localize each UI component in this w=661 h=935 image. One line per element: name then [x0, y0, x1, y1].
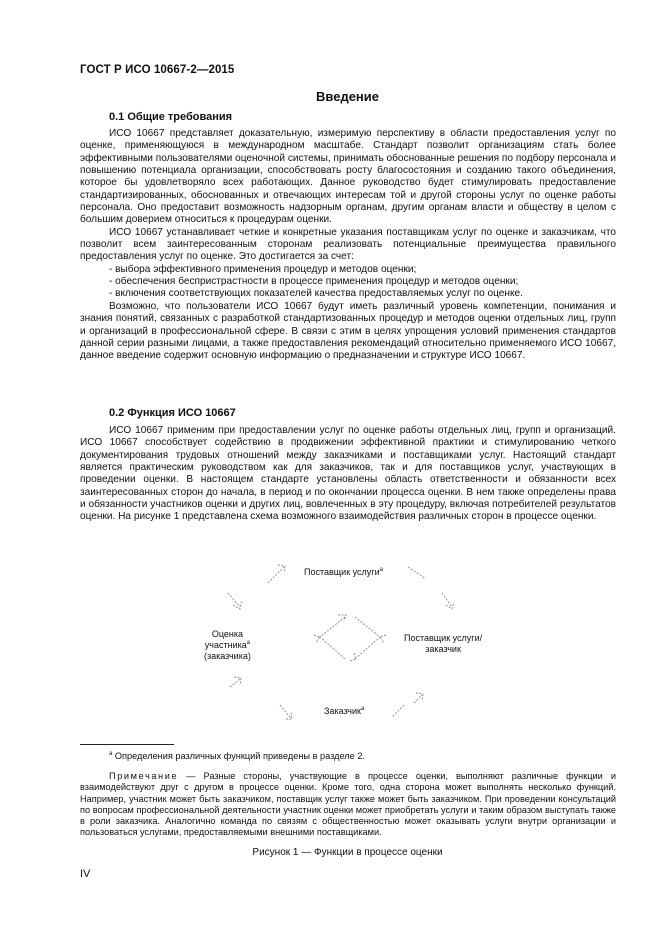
footnote: [80, 751, 616, 762]
footnote-divider: [80, 744, 174, 745]
arrow-right-lower: [414, 695, 422, 703]
figure-note: [80, 771, 616, 839]
arrow-top-right: [408, 567, 426, 579]
diagram-node-customer: Заказчик$^а$: [324, 706, 365, 716]
functions-diagram: [190, 555, 530, 735]
arrow-right-upper: [442, 593, 452, 607]
arrow-bottom-left: [280, 705, 290, 717]
list-item: - включения соответствующих показателей качества предоставляемых услуг по оценке.: [109, 288, 523, 300]
note-label: Примечание: [109, 771, 179, 781]
arrow-head: [446, 602, 454, 609]
inner-arrow-right: [355, 617, 380, 659]
figure-caption: Рисунок 1 — Функции в процессе оценки: [252, 847, 443, 858]
arrow-top-left: [268, 567, 284, 583]
paragraph: ИСО 10667 устанавливает четкие и конкретные указания поставщикам услуг по оценке и заказчикам, что позволит всем заинтересованным сторонам реализовать потенциальные преимущества правильного предоставления услуг по оценке. Это достигается за счет:: [80, 226, 616, 263]
list-item: - обеспечения беспристрастности в процессе применения процедур и методов оценки;: [109, 276, 519, 288]
list-item: - выбора эффективного применения процедур и методов оценки;: [109, 263, 417, 275]
section-general-body: [80, 128, 616, 363]
arrow-head: [314, 635, 320, 643]
page-number: IV: [80, 868, 91, 880]
arrow-left-upper: [228, 593, 240, 607]
arrow-bottom-right: [392, 705, 404, 717]
paragraph: ИСО 10667 применим при предоставлении услуг по оценке работы отдельных лиц, групп и организаций. ИСО 10667 способствует содействию в продвижении эффективной практики и стимулированию четкого документирования трудовых отношений между заказчиками и поставщиками услуг. Настоящий стандарт является практическим руководством как для заказчиков, так и для поставщиков услуг, участвующих в проведении оценки. В настоящем стандарте установлены область ответственности и обязанности всех заинтересованных сторон до начала, в период и по окончании процесса оценки. В нем также определены права и обязанности участников оценки и других лиц, вовлеченных в эту процедуру, включая потребителей результатов оценки. На рисунке 1 представлена схема возможного взаимодействия различных сторон в процессе оценки.: [80, 425, 616, 523]
paragraph: ИСО 10667 представляет доказательную, измеримую перспективу в области предоставления услуг по оценке, применяющуюся в международном масштабе. Стандарт позволит организациям стать более эффективными пользователями оценочной системы, принимать обоснованные решения по подбору персонала и повышению потенциала организации, способствовать росту благосостояния и созданию такого объединения, которое бы удовлетворяло всех работающих. Данное руководство будет стимулировать предоставление стандартизированных, обоснованных и отвечающих интересам той и другой стороны услуг по оценке работы персонала. Оно предоставит возможность надзорным органам, другим органам власти и обществу в целом с большим доверием относиться к процедурам оценки.: [80, 128, 616, 226]
arrow-head: [234, 677, 241, 685]
section-heading-general: 0.1 Общие требования: [109, 111, 233, 123]
arrow-head: [338, 615, 346, 621]
arrow-left-lower: [230, 679, 240, 687]
page-title: Введение: [316, 89, 379, 104]
diagram-node-provider: Поставщик услуги$^а$: [304, 567, 383, 577]
note-text: — Разные стороны, участвующие в процессе оценки, выполняют различные функции и взаимодействуют друг с другом в процессе оценки. Кроме того, одна сторона может выполнять несколько функций. Например, участник может быть заказчиком, поставщик услуг также может быть заказчиком. При проведении консультаций по вопросам профессиональной деятельности участник оценки может приобретать услуги и таким образом выступать также в роли заказчика. Аналогично команда по связям с общественностью может оказывать услуги внутри организации и пользоваться услугами, предоставляемыми внешними поставщиками.: [80, 771, 616, 838]
standard-designation: ГОСТ Р ИСО 10667-2—2015: [80, 64, 235, 76]
diagram-node-participant: Оценка участника$^а$ (заказчика): [204, 629, 251, 661]
section-heading-function: 0.2 Функция ИСО 10667: [109, 407, 236, 419]
footnote-mark: а: [109, 750, 113, 757]
arrow-head: [350, 653, 356, 661]
arrow-head: [233, 601, 242, 609]
inner-arrow-left: [320, 617, 345, 659]
paragraph: Возможно, что пользователи ИСО 10667 будут иметь различный уровень компетенции, понимания и знания понятий, связанных с разработкой стандартизованных процедур и методов оценки отдельных лиц, групп и организаций в профессиональной сфере. В связи с этим в целях упрощения условий применения стандартов данной серии разными лицами, а также предоставления рекомендаций относительно применяемого ИСО 10667, данное введение содержит основную информацию о предназначении и структуре ИСО 10667.: [80, 300, 616, 362]
arrow-head: [380, 635, 386, 643]
section-function-body: [80, 425, 616, 524]
diagram-node-provider-customer: Поставщик услуги/ заказчик: [404, 633, 483, 654]
footnote-text: Определения различных функций приведены в разделе 2.: [114, 751, 365, 761]
